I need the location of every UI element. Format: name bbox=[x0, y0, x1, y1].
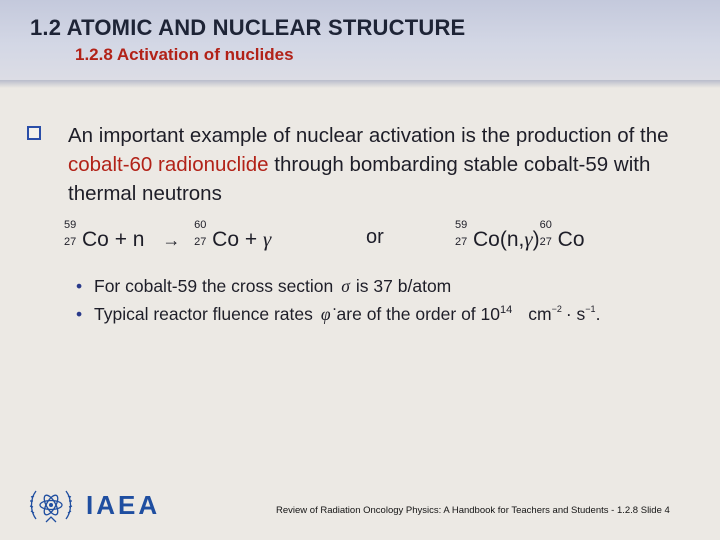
exponent: 14 bbox=[500, 304, 513, 316]
bullet-text: Typical reactor fluence rates bbox=[94, 304, 313, 324]
bullet-text: For cobalt-59 the cross section bbox=[94, 276, 334, 296]
nuclide-co60 bbox=[539, 219, 585, 252]
plus-neutron: + n bbox=[114, 228, 145, 251]
sigma-symbol: σ bbox=[341, 276, 350, 296]
list-item bbox=[76, 304, 600, 332]
mass-number: 60 bbox=[194, 219, 207, 231]
slide-subtitle: 1.2.8 Activation of nuclides bbox=[75, 45, 294, 64]
bullet-text-2: are of the order of 10 bbox=[336, 304, 500, 324]
nuclide-co60 bbox=[194, 219, 240, 252]
atomic-number: 27 bbox=[64, 236, 77, 248]
element-symbol: Co bbox=[82, 228, 109, 251]
unit-cm: cm bbox=[528, 304, 552, 324]
mass-number: 60 bbox=[539, 219, 552, 231]
bullet-dot-icon: • bbox=[76, 304, 83, 324]
slide-title: 1.2 ATOMIC AND NUCLEAR STRUCTURE bbox=[30, 15, 466, 40]
para-text-2: through bombarding stable cobalt-59 with thermal neutrons bbox=[68, 153, 651, 205]
element-symbol: Co bbox=[557, 228, 585, 251]
atomic-number: 27 bbox=[539, 236, 552, 248]
reaction-open: (n, bbox=[499, 228, 525, 251]
equation-1 bbox=[64, 219, 272, 252]
para-highlight: cobalt-60 radionuclide bbox=[68, 153, 269, 176]
nuclide-co59 bbox=[64, 219, 109, 252]
mass-number: 59 bbox=[64, 219, 77, 231]
cross-section-value: is 37 b/atom bbox=[355, 276, 452, 296]
element-symbol: Co bbox=[212, 228, 240, 251]
equation-2 bbox=[455, 219, 585, 252]
nuclide-co59 bbox=[455, 219, 500, 252]
iaea-logo-text: IAEA bbox=[86, 490, 161, 520]
footer-citation: Review of Radiation Oncology Physics: A Handbook for Teachers and Students - 1.2.8 Slide 4 bbox=[276, 505, 670, 516]
plus-sign: + bbox=[244, 228, 258, 251]
gamma-symbol: γ bbox=[262, 227, 272, 251]
element-symbol: Co bbox=[473, 228, 500, 251]
or-label: or bbox=[366, 226, 384, 248]
para-text-1: An important example of nuclear activation is the production of the bbox=[68, 124, 669, 147]
fluence-rate-symbol: φ̇ bbox=[320, 304, 331, 324]
unit-exponent-1: −2 bbox=[551, 304, 562, 314]
reaction-close: ) bbox=[532, 228, 540, 251]
unit-exponent-2: −1 bbox=[585, 304, 596, 314]
reaction-arrow: → bbox=[162, 230, 181, 250]
iaea-logo-icon bbox=[28, 483, 74, 529]
atomic-number: 27 bbox=[455, 236, 468, 248]
list-item bbox=[76, 276, 600, 304]
mass-number: 59 bbox=[455, 219, 468, 231]
period: . bbox=[595, 304, 601, 324]
bullet-dot-icon: • bbox=[76, 276, 83, 296]
sub-bullet-list bbox=[76, 276, 600, 332]
header-shadow bbox=[0, 80, 720, 88]
unit-s: · s bbox=[565, 304, 586, 324]
gamma-symbol: γ bbox=[524, 227, 533, 251]
atomic-number: 27 bbox=[194, 236, 207, 248]
main-paragraph bbox=[68, 121, 688, 208]
checkbox-bullet-icon bbox=[27, 126, 41, 140]
